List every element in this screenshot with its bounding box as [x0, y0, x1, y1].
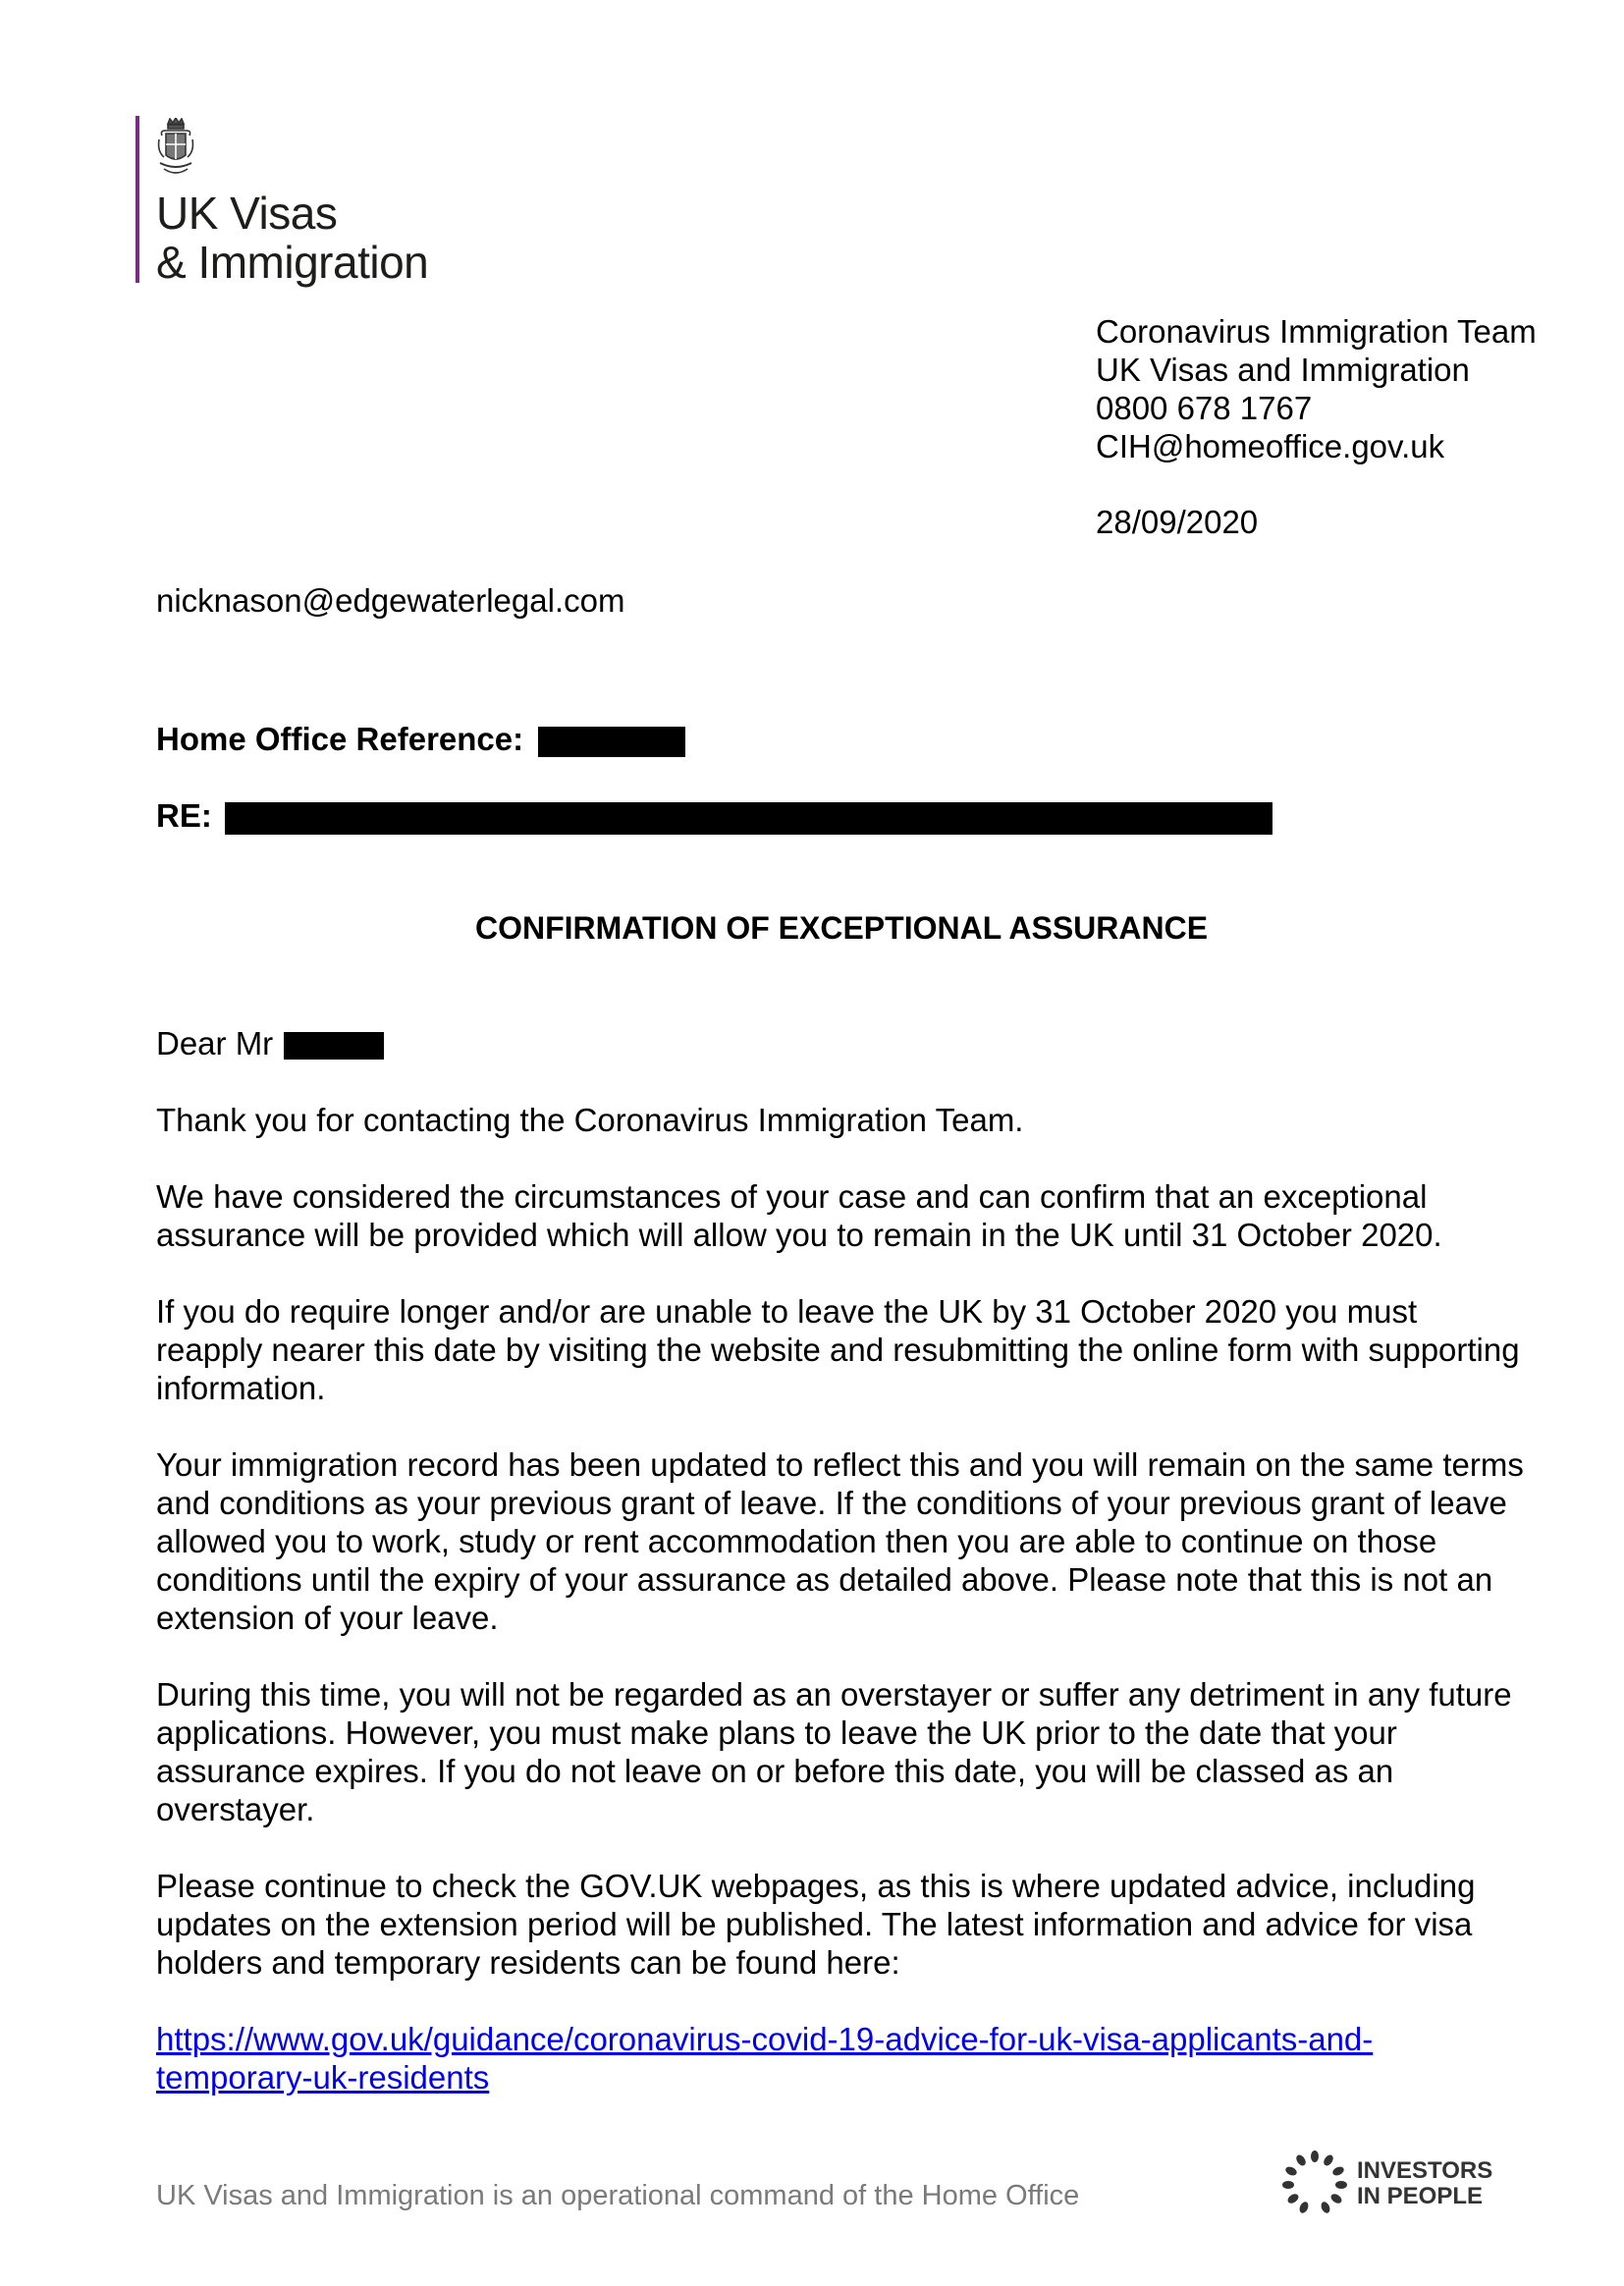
- paragraph-1: Thank you for contacting the Coronavirus Immigration Team.: [156, 1102, 1024, 1138]
- sender-org: UK Visas and Immigration: [1096, 352, 1470, 388]
- re-label: RE:: [156, 797, 212, 834]
- letter-date: 28/09/2020: [1096, 504, 1259, 540]
- iip-line-2: IN PEOPLE: [1357, 2183, 1484, 2209]
- paragraph-2: We have considered the circumstances of your case and can confirm that an exceptional assurance will be provided which will allow you to remain in the UK until 31 October 2020.: [156, 1178, 1442, 1253]
- logo-line-2: & Immigration: [156, 237, 429, 288]
- royal-crest-icon: [156, 118, 195, 181]
- paragraph-3: If you do require longer and/or are unable to leave the UK by 31 October 2020 you must reapply nearer this date by visiting the website and resubmitting the online form with supporting information.: [156, 1293, 1520, 1406]
- redacted-reference: [538, 727, 685, 757]
- salutation: [156, 1024, 1531, 1062]
- ukvi-logo: [135, 116, 429, 288]
- paragraph-4: Your immigration record has been updated to reflect this and you will remain on the same terms and conditions as your previous grant of leave. If the conditions of your previous grant of leave allowed you to work, study or rent accommodation then you are able to continue on those conditions until the expiry of your assurance as detailed above. Please note that this is not an extension of your leave.: [156, 1446, 1524, 1636]
- footer-text: UK Visas and Immigration is an operational command of the Home Office: [156, 2180, 1080, 2211]
- sender-address: [1096, 312, 1537, 465]
- re-line: [156, 796, 1272, 835]
- guidance-link-line-2[interactable]: temporary-uk-residents: [156, 2059, 490, 2096]
- sender-email: CIH@homeoffice.gov.uk: [1096, 428, 1445, 464]
- letter-subject: CONFIRMATION OF EXCEPTIONAL ASSURANCE: [474, 910, 1209, 946]
- iip-line-1: INVESTORS: [1357, 2157, 1493, 2184]
- sender-phone: 0800 678 1767: [1096, 390, 1313, 426]
- paragraph-5: During this time, you will not be regarded as an overstayer or suffer any detriment in any future applications. However, you must make plans to leave the UK prior to the date that your assurance expires. If you do not leave on or before this date, you will be classed as an overstayer.: [156, 1676, 1512, 1827]
- investors-in-people-logo: [1282, 2150, 1498, 2219]
- guidance-link[interactable]: [156, 2020, 1531, 2096]
- logo-line-1: UK Visas: [156, 188, 338, 239]
- redacted-subject: [225, 802, 1272, 835]
- laurel-wreath-icon: [1282, 2150, 1347, 2215]
- sender-team: Coronavirus Immigration Team: [1096, 313, 1537, 350]
- letter-body: [156, 1024, 1531, 2135]
- redacted-name: [284, 1032, 384, 1060]
- guidance-link-line-1[interactable]: https://www.gov.uk/guidance/coronavirus-covid-19-advice-for-uk-visa-applicants-and-: [156, 2021, 1374, 2057]
- recipient-email: nicknason@edgewaterlegal.com: [156, 582, 625, 619]
- paragraph-6: Please continue to check the GOV.UK webpages, as this is where updated advice, including updates on the extension period will be published. The latest information and advice for visa holders and temporary residents can be found here:: [156, 1868, 1476, 1981]
- home-office-reference: [156, 720, 685, 758]
- salutation-text: Dear Mr: [156, 1025, 274, 1061]
- reference-label: Home Office Reference:: [156, 721, 524, 757]
